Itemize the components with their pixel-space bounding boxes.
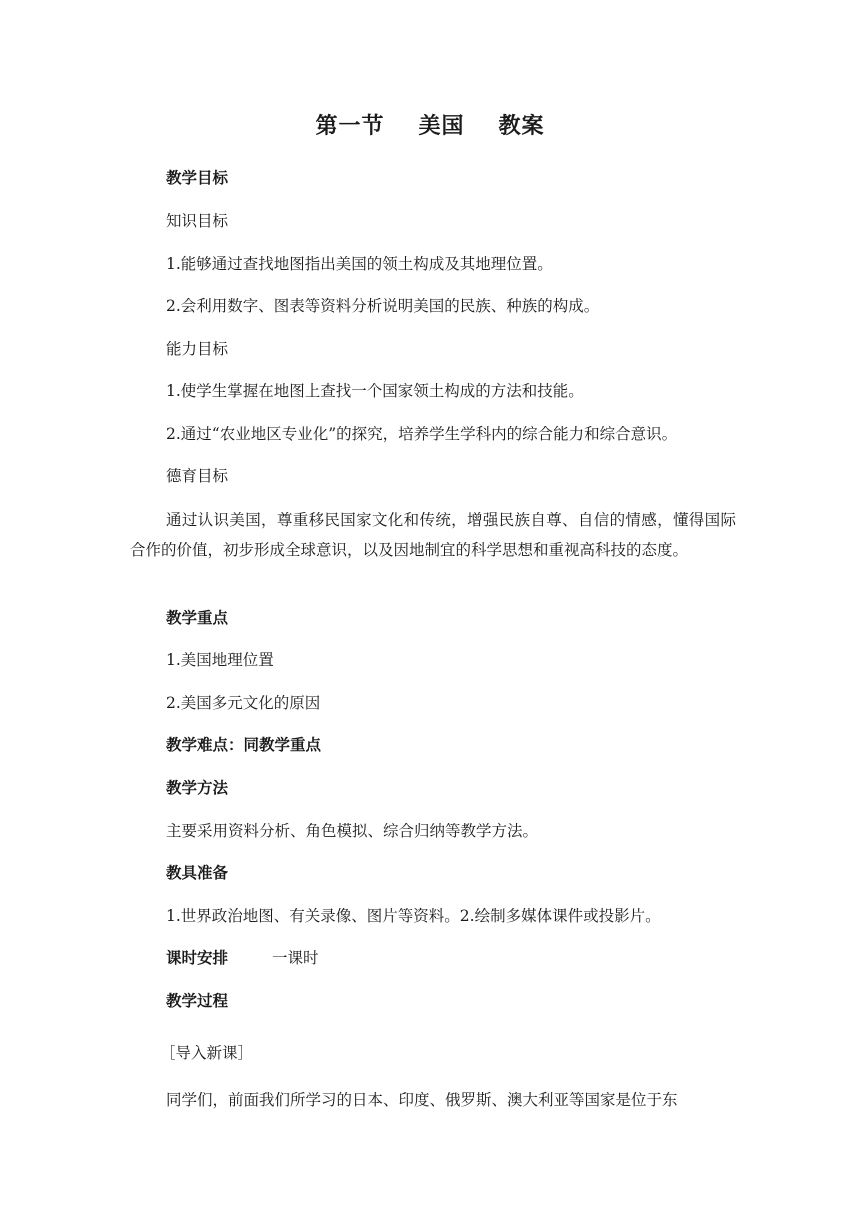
page-title [0,112,860,142]
prep-text: 1.世界政治地图、有关录像、图片等资料。2.绘制多媒体课件或投影片。 [166,907,661,925]
title-part-2: 美国 [418,114,465,139]
prep-heading: 教具准备 [166,864,229,882]
moral-paragraph: 通过认识美国，尊重移民国家文化和传统，增强民族自尊、自信的情感，懂得国际合作的价值，初步形成全球意识，以及因地制宜的科学思想和重视高科技的态度。 [130,511,736,559]
objectives-heading: 教学目标 [166,169,229,187]
ability-heading: 能力目标 [166,340,229,358]
title-part-3: 教案 [498,114,545,139]
schedule-value: 一课时 [272,949,319,967]
knowledge-heading: 知识目标 [166,212,229,230]
method-text: 主要采用资料分析、角色模拟、综合归纳等教学方法。 [166,822,539,840]
method-heading: 教学方法 [166,779,229,797]
ability-item-1: 1.使学生掌握在地图上查找一个国家领土构成的方法和技能。 [166,382,584,400]
schedule-line [166,947,736,969]
difficulty-line: 教学难点：同教学重点 [166,736,322,754]
key-point-2: 2.美国多元文化的原因 [166,694,321,712]
key-point-1: 1.美国地理位置 [166,651,274,669]
process-heading: 教学过程 [166,992,229,1010]
title-part-1: 第一节 [315,114,385,139]
intro-label: ［导入新课］ [160,1044,254,1062]
knowledge-item-1: 1.能够通过查找地图指出美国的领土构成及其地理位置。 [166,255,553,273]
ability-item-2: 2.通过“农业地区专业化”的探究，培养学生学科内的综合能力和综合意识。 [166,425,678,443]
key-points-heading: 教学重点 [166,609,229,627]
intro-text: 同学们，前面我们所学习的日本、印度、俄罗斯、澳大利亚等国家是位于东 [166,1091,678,1109]
schedule-heading: 课时安排 [166,949,229,967]
moral-heading: 德育目标 [166,467,229,485]
knowledge-item-2: 2.会利用数字、图表等资料分析说明美国的民族、种族的构成。 [166,297,600,315]
